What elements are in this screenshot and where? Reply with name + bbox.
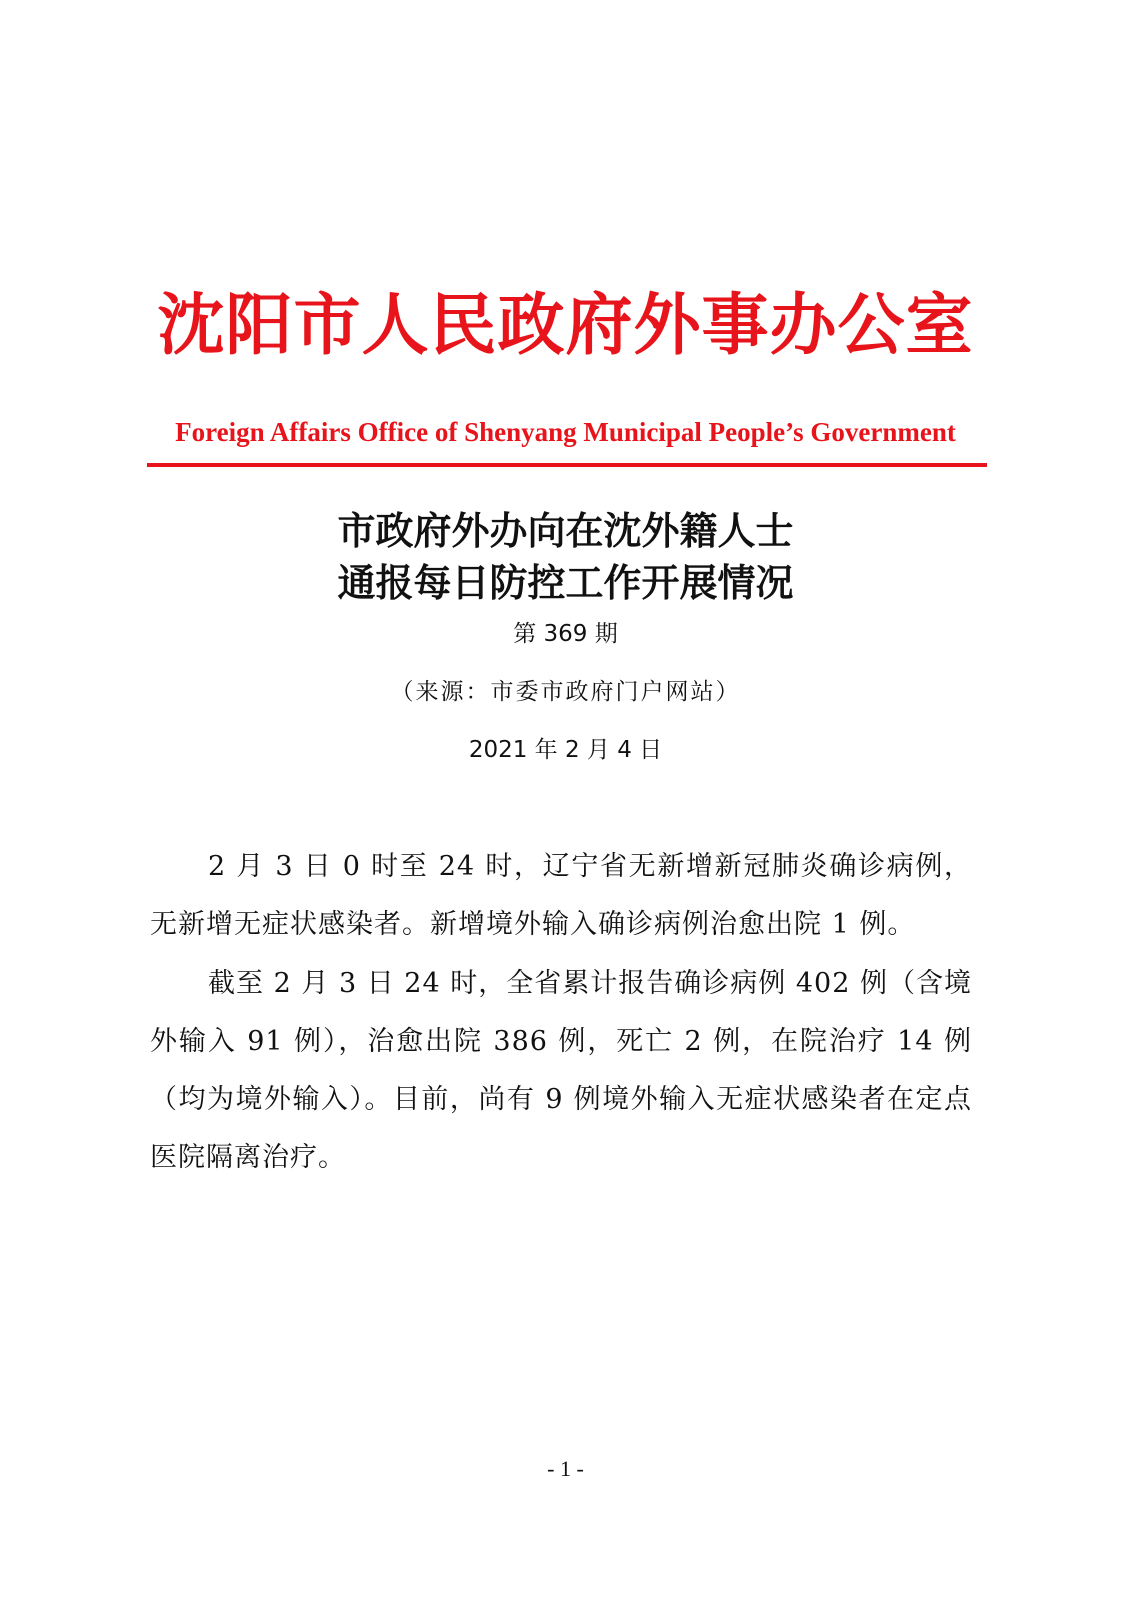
- publish-date: 2021 年 2 月 4 日: [468, 737, 663, 763]
- source-note: （来源：市委市政府门户网站）: [390, 679, 741, 705]
- title-line-2: 通报每日防控工作开展情况: [337, 560, 794, 605]
- header-divider: [147, 463, 987, 467]
- body-paragraph-2: 截至 2 月 3 日 24 时，全省累计报告确诊病例 402 例（含境外输入 91 例），治愈出院 386 例，死亡 2 例，在院治疗 14 例（均为境外输入）。目前，尚有 9 例境外输入无症状感染者在定点医院隔离治疗。: [150, 968, 972, 1173]
- page-number: - 1 -: [547, 1456, 584, 1481]
- issue-number: 第 369 期: [513, 621, 618, 647]
- document-title: [0, 505, 1131, 609]
- org-name-english: Foreign Affairs Office of Shenyang Municipal People’s Government: [175, 417, 956, 447]
- body-paragraph-1: 2 月 3 日 0 时至 24 时，辽宁省无新增新冠肺炎确诊病例，无新增无症状感染者。新增境外输入确诊病例治愈出院 1 例。: [150, 851, 972, 940]
- title-line-1: 市政府外办向在沈外籍人士: [337, 508, 794, 553]
- org-name-chinese: 沈阳市人民政府外事办公室: [157, 285, 974, 364]
